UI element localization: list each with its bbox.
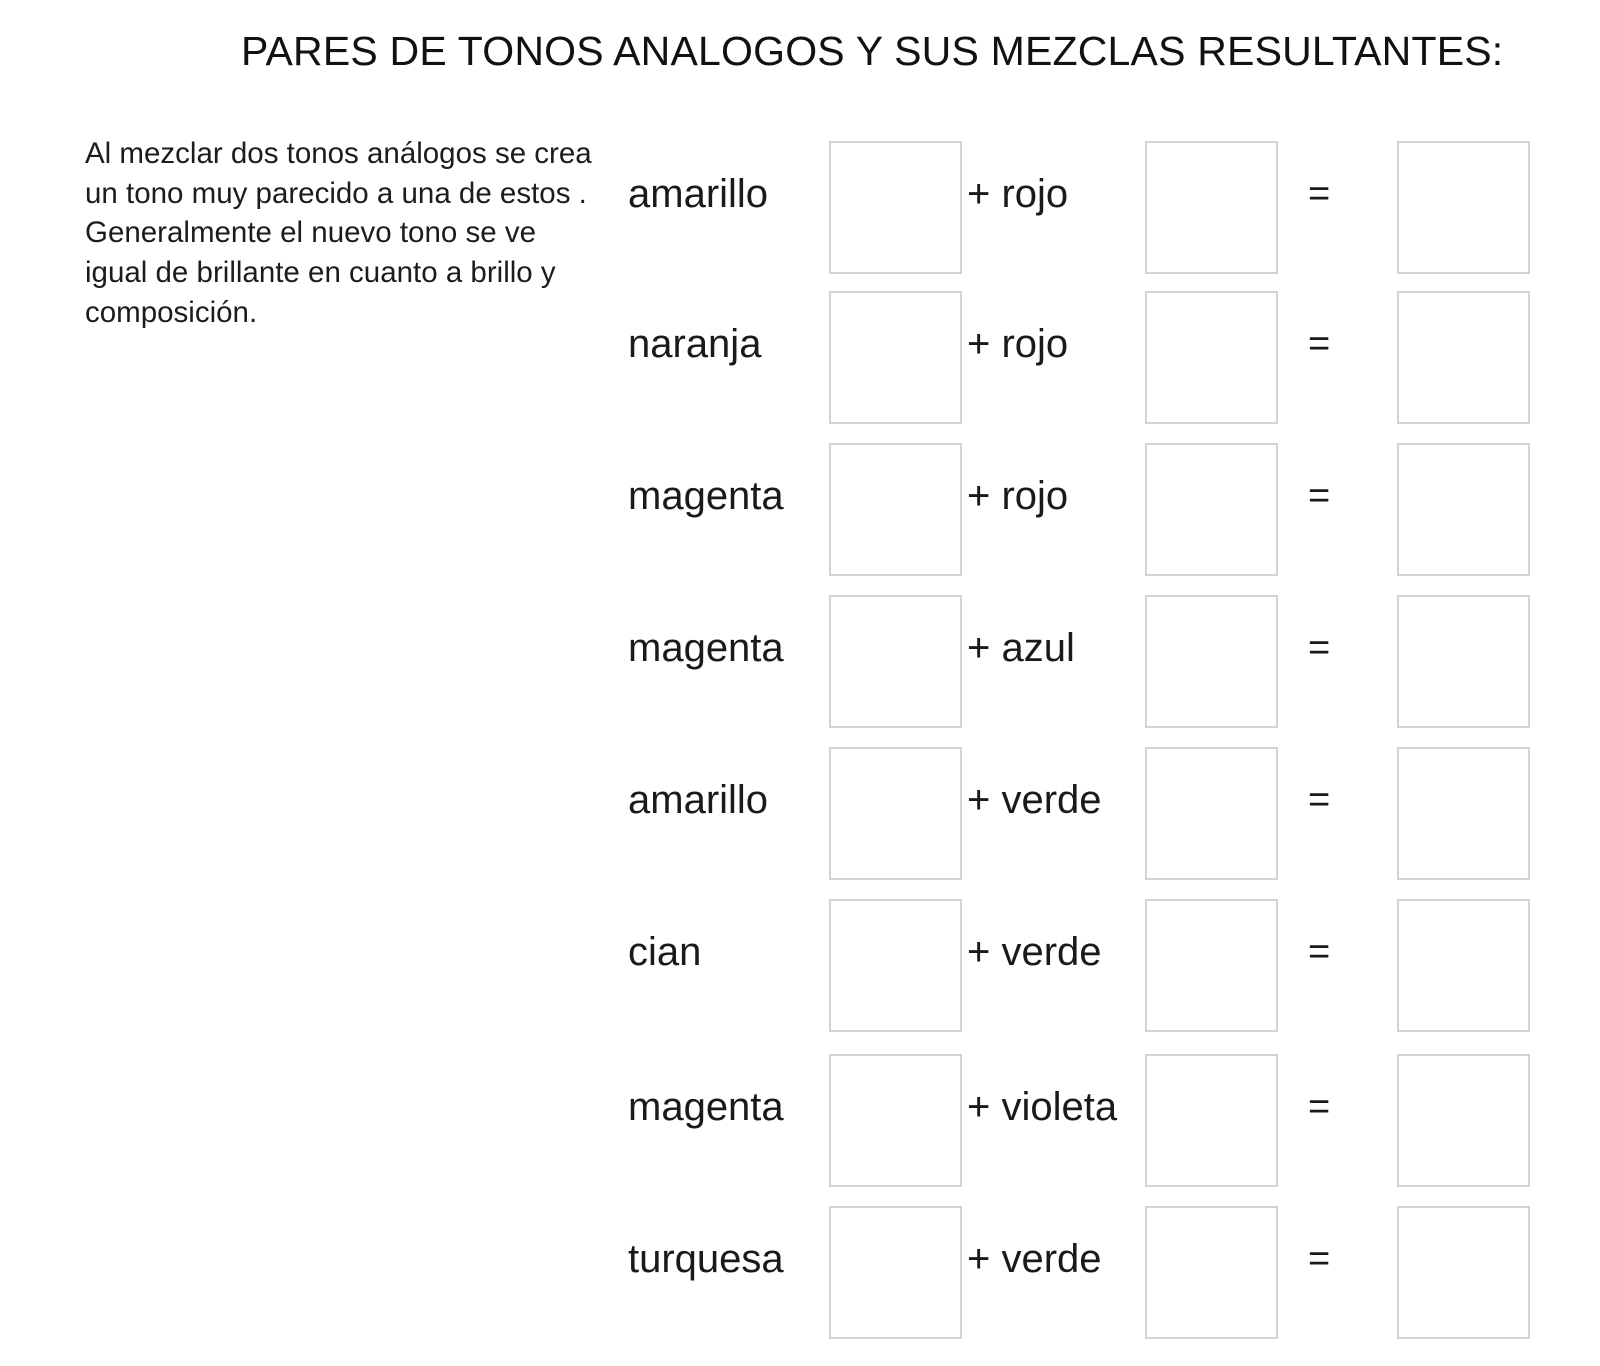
first-color-swatch[interactable]	[829, 1206, 962, 1339]
equals-sign: =	[1308, 1086, 1331, 1128]
second-color-label: + azul	[967, 626, 1075, 670]
mix-row	[0, 1206, 1600, 1342]
second-color-swatch[interactable]	[1145, 595, 1278, 728]
first-color-label: naranja	[628, 322, 762, 366]
equals-sign: =	[1308, 475, 1331, 517]
second-color-label: + rojo	[967, 322, 1069, 366]
mix-row	[0, 443, 1600, 579]
mix-row	[0, 899, 1600, 1035]
first-color-swatch[interactable]	[829, 443, 962, 576]
mix-row	[0, 1054, 1600, 1190]
second-color-swatch[interactable]	[1145, 899, 1278, 1032]
equals-sign: =	[1308, 173, 1331, 215]
first-color-label: amarillo	[628, 172, 769, 216]
equals-sign: =	[1308, 931, 1331, 973]
mix-row	[0, 141, 1600, 277]
result-swatch[interactable]	[1397, 443, 1530, 576]
second-color-label: + verde	[967, 930, 1102, 974]
second-color-label: + verde	[967, 1237, 1102, 1281]
equals-sign: =	[1308, 1238, 1331, 1280]
second-color-label: + verde	[967, 778, 1102, 822]
intro-paragraph-2: Generalmente el nuevo tono se ve igual de brillante en cuanto a brillo y composición.	[85, 216, 556, 329]
result-swatch[interactable]	[1397, 291, 1530, 424]
second-color-swatch[interactable]	[1145, 747, 1278, 880]
second-color-label: + rojo	[967, 172, 1069, 216]
result-swatch[interactable]	[1397, 747, 1530, 880]
first-color-swatch[interactable]	[829, 141, 962, 274]
first-color-label: cian	[628, 930, 702, 974]
second-color-swatch[interactable]	[1145, 1054, 1278, 1187]
second-color-swatch[interactable]	[1145, 1206, 1278, 1339]
first-color-swatch[interactable]	[829, 291, 962, 424]
first-color-label: turquesa	[628, 1237, 784, 1281]
result-swatch[interactable]	[1397, 595, 1530, 728]
result-swatch[interactable]	[1397, 141, 1530, 274]
equals-sign: =	[1308, 779, 1331, 821]
second-color-label: + violeta	[967, 1085, 1118, 1129]
first-color-label: magenta	[628, 474, 784, 518]
intro-paragraph-1: Al mezclar dos tonos análogos se crea un tono muy parecido a una de estos .	[85, 137, 592, 210]
equals-sign: =	[1308, 323, 1331, 365]
result-swatch[interactable]	[1397, 1054, 1530, 1187]
equals-sign: =	[1308, 627, 1331, 669]
second-color-swatch[interactable]	[1145, 291, 1278, 424]
page-title: PARES DE TONOS ANALOGOS Y SUS MEZCLAS RESULTANTES:	[241, 28, 1504, 74]
second-color-swatch[interactable]	[1145, 141, 1278, 274]
mix-row	[0, 747, 1600, 883]
result-swatch[interactable]	[1397, 899, 1530, 1032]
second-color-label: + rojo	[967, 474, 1069, 518]
first-color-swatch[interactable]	[829, 899, 962, 1032]
first-color-swatch[interactable]	[829, 747, 962, 880]
first-color-swatch[interactable]	[829, 595, 962, 728]
first-color-label: magenta	[628, 626, 784, 670]
mix-row	[0, 595, 1600, 731]
result-swatch[interactable]	[1397, 1206, 1530, 1339]
second-color-swatch[interactable]	[1145, 443, 1278, 576]
first-color-swatch[interactable]	[829, 1054, 962, 1187]
mix-row	[0, 291, 1600, 427]
first-color-label: magenta	[628, 1085, 784, 1129]
first-color-label: amarillo	[628, 778, 769, 822]
